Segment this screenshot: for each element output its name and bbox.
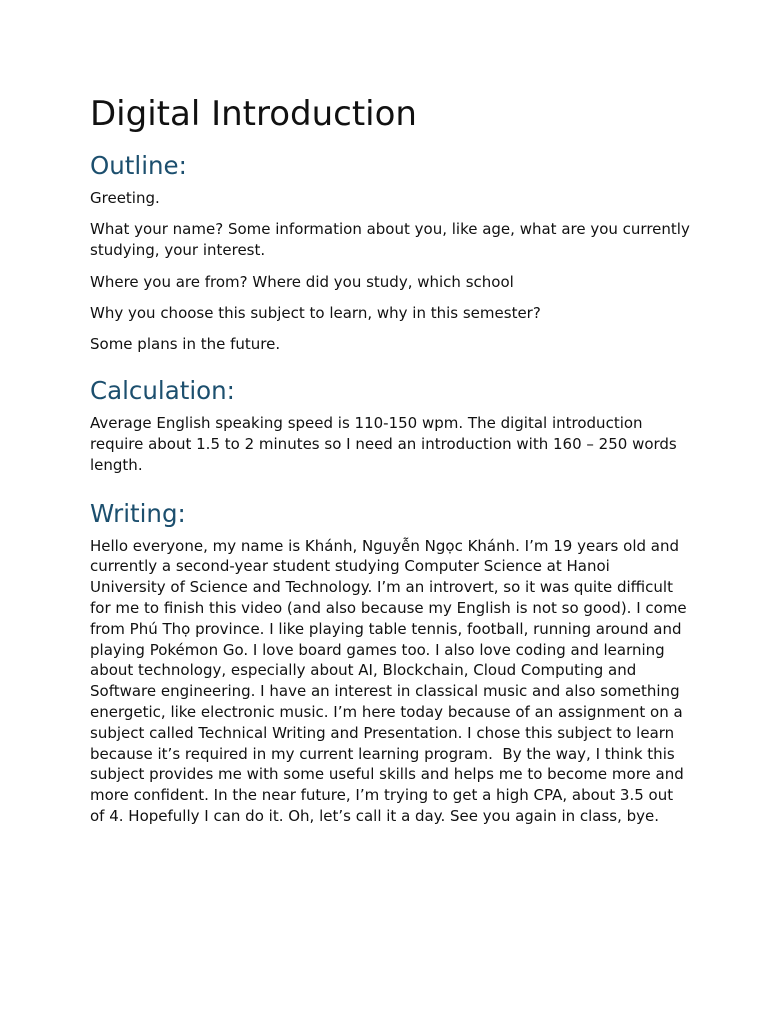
writing-paragraph: Hello everyone, my name is Khánh, Nguyễn Ngọc Khánh. I’m 19 years old and currently a second-year student studying Computer Science at Hanoi University of Science and Technology. I’m an introvert, so it was quite difficult for me to finish this video (and also because my English is not so good). I come from Phú Thọ province. I like playing table tennis, football, running around and playing Pokémon Go. I love board games too. I also love coding and learning about technology, especially about AI, Blockchain, Cloud Computing and Software engineering. I have an interest in classical music and also something energetic, like electronic music. I’m here today because of an assignment on a subject called Technical Writing and Presentation. I chose this subject to learn because it’s required in my current learning program. By the way, I think this subject provides me with some useful skills and helps me to become more and more confident. In the near future, I’m trying to get a high CPA, about 3.5 out of 4. Hopefully I can do it. Oh, let’s call it a day. See you again in class, bye. — [90, 536, 692, 825]
calculation-paragraph: Average English speaking speed is 110-150 wpm. The digital introduction require about 1.5 to 2 minutes so I need an introduction with 160 – 250 words length. — [90, 414, 677, 474]
outline-list — [90, 188, 690, 355]
outline-item-name: What your name? Some information about you, like age, what are you currently studying, your interest. — [90, 220, 690, 260]
document-page — [90, 92, 690, 827]
outline-item-origin: Where you are from? Where did you study, which school — [90, 272, 514, 291]
outline-item-subject: Why you choose this subject to learn, why in this semester? — [90, 303, 541, 322]
writing-heading: Writing: — [90, 498, 186, 528]
calculation-heading: Calculation: — [90, 376, 235, 406]
document-title: Digital Introduction — [90, 94, 417, 134]
outline-item-greeting: Greeting. — [90, 189, 160, 207]
outline-item-plans: Some plans in the future. — [90, 335, 281, 354]
outline-heading: Outline: — [90, 151, 187, 180]
